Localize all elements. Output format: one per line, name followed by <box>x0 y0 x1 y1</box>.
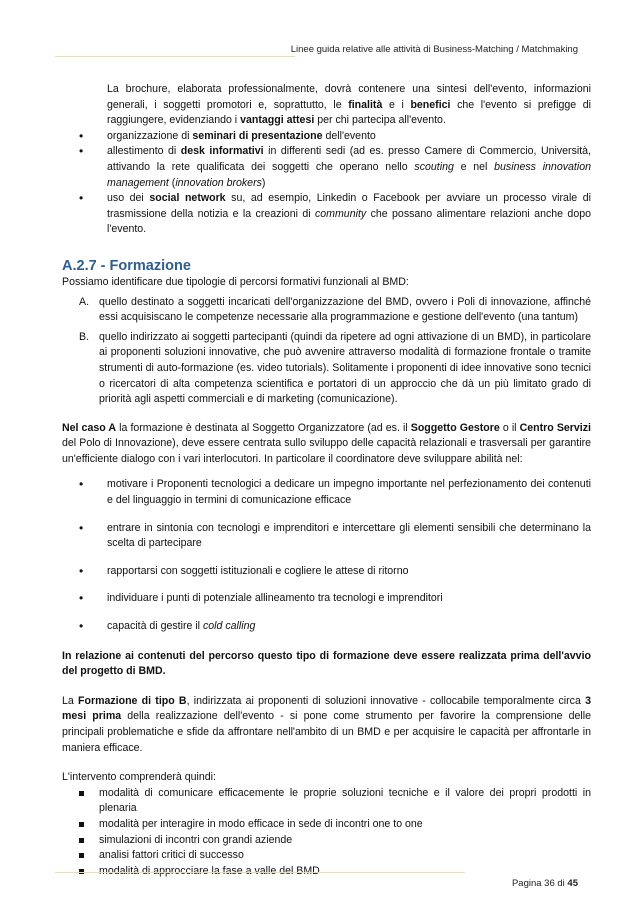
header-divider <box>55 56 295 57</box>
list-item: • capacità di gestire il cold calling <box>62 619 591 635</box>
promotion-list <box>62 129 591 238</box>
relazione-paragraph: In relazione ai contenuti del percorso questo tipo di formazione deve essere realizzata prima dell'avvio del progetto di BMD. <box>62 649 591 678</box>
list-item: • motivare i Proponenti tecnologici a dedicare un impegno importante nel perfezionamento dei contenuti e del linguaggio in termini di comunicazione efficace <box>62 477 591 508</box>
list-item: • organizzazione di seminari di presentazione dell'evento <box>62 129 591 145</box>
list-item: simulazioni di incontri con grandi aziende <box>62 833 591 849</box>
tipo-b-paragraph: La Formazione di tipo B, indirizzata ai proponenti di soluzioni innovative - collocabile temporalmente circa 3 mesi prima della realizzazione dell'evento - si pone come strumento per favorire la comprensione delle principali problematiche e sfide da affrontare nell'ambito di un BMD e per acquisire le capacità per affrontarle in maniera efficace. <box>62 694 591 754</box>
page-number: Pagina 36 di 45 <box>511 878 578 889</box>
intervento-lead: L'intervento comprenderà quindi: <box>62 771 216 784</box>
list-item: A. quello destinato a soggetti incaricati dell'organizzazione del BMD, ovvero i Poli di innovazione, affinché essi acquisiscano le competenze necessarie alla programmazione e gestione dell'evento (una tantum) <box>79 295 591 324</box>
intervento-list <box>62 786 591 880</box>
training-types-list <box>62 295 591 408</box>
list-item: modalità per interagire in modo efficace in sede di incontri one to one <box>62 817 591 833</box>
list-item: B. quello indirizzato ai soggetti partecipanti (quindi da ripetere ad ogni attivazione di un BMD), in particolare ai proponenti soluzioni innovative, che può avvenire attraverso modalità di formazione frontale o tramite strumenti di auto-formazione (es. video tutorials). Solitamente i proponenti di idee innovative sono tecnici o ricercatori di alta competenza scientifica e portatori di un approccio che dà un più limitato grado di priorità agli aspetti commerciali e di marketing (comunicazione). <box>79 330 591 406</box>
brochure-paragraph: La brochure, elaborata professionalmente, dovrà contenere una sintesi dell'evento, informazioni generali, i soggetti promotori e, soprattutto, le finalità e i benefici che l'evento si prefigge di raggiungere, evidenziando i vantaggi attesi per chi partecipa all'evento. <box>107 83 591 127</box>
list-item: analisi fattori critici di successo <box>62 848 591 864</box>
skills-list <box>62 477 591 634</box>
list-item: • uso dei social network su, ad esempio, Linkedin o Facebook per avviare un processo virale di trasmissione della notizia e la creazioni di community che possano alimentare relazioni anche dopo l'evento. <box>62 191 591 238</box>
list-item: modalità di comunicare efficacemente le proprie soluzioni tecniche e il valore dei propri prodotti in plenaria <box>62 786 591 817</box>
list-item: • rapportarsi con soggetti istituzionali e cogliere le attese di ritorno <box>62 564 591 580</box>
section-title: A.2.7 - Formazione <box>62 257 191 274</box>
section-lead: Possiamo identificare due tipologie di percorsi formativi funzionali al BMD: <box>62 275 409 288</box>
list-item: • entrare in sintonia con tecnologi e imprenditori e intercettare gli elementi sensibili che determinano la scelta di partecipare <box>62 521 591 552</box>
list-item: modalità di approcciare la fase a valle del BMD <box>62 864 591 880</box>
caso-a-paragraph: Nel caso A la formazione è destinata al Soggetto Organizzatore (ad es. il Soggetto Gestore o il Centro Servizi del Polo di Innovazione), deve essere centrata sullo sviluppo delle capacità relazionali e trasversali per garantire un'efficiente dialogo con i vari interlocutori. In particolare il coordinatore deve sviluppare abilità nel: <box>62 421 591 465</box>
footer-divider <box>55 872 465 873</box>
list-item: • individuare i punti di potenziale allineamento tra tecnologi e imprenditori <box>62 591 591 607</box>
page-header: Linee guida relative alle attività di Business-Matching / Matchmaking <box>290 44 578 55</box>
document-body <box>62 82 591 879</box>
list-item: • allestimento di desk informativi in differenti sedi (ad es. presso Camere di Commercio, Università, attivando la rete qualificata dei soggetti che operano nello scouting e nel business innovation management (innovation brokers) <box>62 144 591 191</box>
